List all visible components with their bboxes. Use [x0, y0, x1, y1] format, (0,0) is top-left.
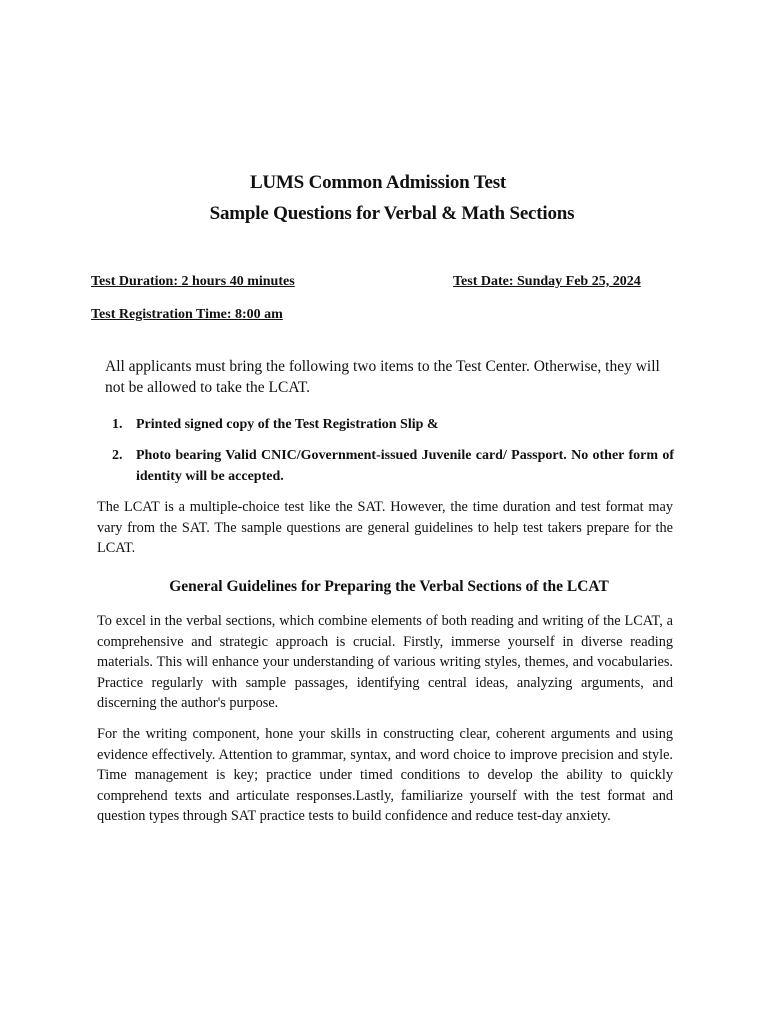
document-title: LUMS Common Admission Test — [249, 172, 507, 193]
section-heading — [0, 578, 770, 596]
section-heading-text: General Guidelines for Preparing the Verbal Sections of the LCAT — [169, 578, 609, 595]
test-registration-time: Test Registration Time: 8:00 am — [91, 307, 283, 322]
lcat-overview-paragraph: The LCAT is a multiple-choice test like the SAT. However, the time duration and test format may vary from the SAT. The sample questions are general guidelines to help test takers prepare for the LCAT. — [97, 499, 673, 556]
test-date: Test Date: Sunday Feb 25, 2024 — [453, 274, 641, 289]
list-item — [112, 414, 674, 435]
test-duration: Test Duration: 2 hours 40 minutes — [91, 274, 295, 289]
list-item-text: Printed signed copy of the Test Registration Slip & — [136, 417, 439, 432]
list-item — [112, 445, 674, 487]
list-item-number: 2. — [112, 448, 123, 463]
verbal-reading-paragraph: To excel in the verbal sections, which combine elements of both reading and writing of the LCAT, a comprehensive and strategic approach is crucial. Firstly, immerse yourself in diverse reading materials. This will enhance your understanding of various writing styles, themes, and vocabularies. Practice regularly with sample passages, identifying central ideas, analyzing arguments, and discerning the author's purpose. — [97, 613, 673, 711]
requirements-list — [112, 414, 674, 497]
document-subtitle: Sample Questions for Verbal & Math Sections — [209, 203, 575, 224]
list-item-number: 1. — [112, 417, 123, 432]
verbal-writing-paragraph: For the writing component, hone your skills in constructing clear, coherent arguments and using evidence effectively. Attention to grammar, syntax, and word choice to improve precision and style. Time management is key; practice under timed conditions to develop the ability to quickly comprehend texts and articulate responses.Lastly, familiarize yourself with the test format and question types through SAT practice tests to build confidence and reduce test-day anxiety. — [97, 726, 673, 824]
list-item-text: Photo bearing Valid CNIC/Government-issued Juvenile card/ Passport. No other form of identity will be accepted. — [136, 448, 674, 484]
intro-paragraph: All applicants must bring the following two items to the Test Center. Otherwise, they will not be allowed to take the LCAT. — [105, 358, 660, 396]
